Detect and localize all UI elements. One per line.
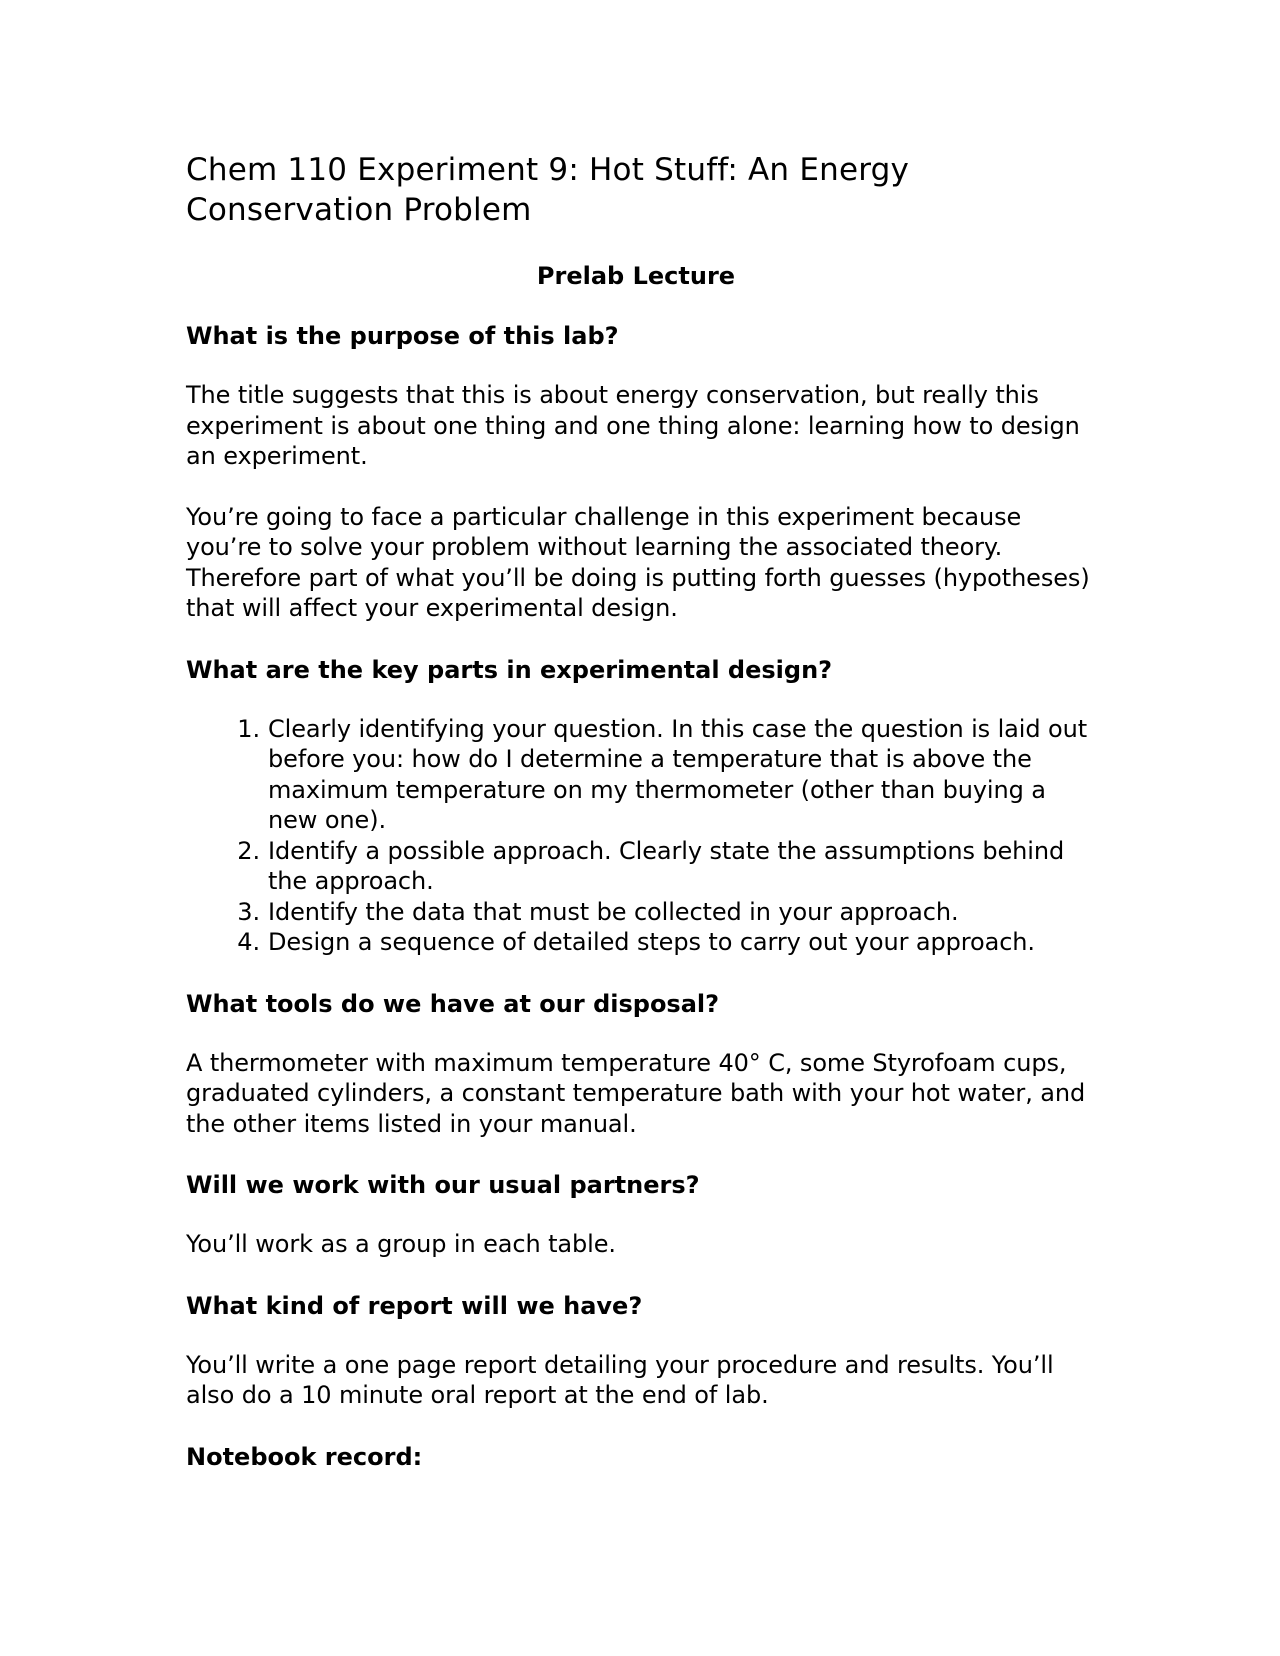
- list-item: [186, 897, 1096, 928]
- list-item-number: 2.: [237, 836, 260, 865]
- list-item: [186, 714, 1096, 836]
- list-item-text: Identify a possible approach. Clearly state the assumptions behind the approach.: [268, 836, 1065, 895]
- tools-paragraph: A thermometer with maximum temperature 40° C, some Styrofoam cups, graduated cylinders, a constant temperature bath with your hot water, and the other items listed in your manual.: [186, 1048, 1086, 1138]
- purpose-paragraph-2: You’re going to face a particular challenge in this experiment because you’re to solve your problem without learning the associated theory. Therefore part of what you’ll be doing is putting forth guesses (hypotheses) that will affect your experimental design.: [186, 502, 1090, 622]
- design-steps-list: [186, 714, 1096, 958]
- list-item-number: 4.: [237, 928, 260, 956]
- document-subtitle: Prelab Lecture: [536, 262, 736, 290]
- notebook-heading: Notebook record:: [186, 1442, 423, 1471]
- list-item-number: 3.: [237, 897, 260, 926]
- purpose-heading: What is the purpose of this lab?: [186, 322, 619, 350]
- list-item: [186, 927, 1096, 958]
- list-item-text: Clearly identifying your question. In this case the question is laid out before you: how do I determine a temperature that is above the maximum temperature on my thermometer (other than buying a new one).: [268, 714, 1088, 834]
- document-title: Chem 110 Experiment 9: Hot Stuff: An Energy Conservation Problem: [186, 152, 910, 228]
- tools-heading: What tools do we have at our disposal?: [186, 989, 720, 1018]
- design-heading: What are the key parts in experimental design?: [186, 655, 833, 684]
- purpose-paragraph-1: The title suggests that this is about energy conservation, but really this experiment is about one thing and one thing alone: learning how to design an experiment.: [186, 381, 1080, 470]
- report-paragraph: You’ll write a one page report detailing your procedure and results. You’ll also do a 10 minute oral report at the end of lab.: [186, 1350, 1054, 1409]
- list-item-text: Design a sequence of detailed steps to carry out your approach.: [268, 928, 1035, 956]
- report-heading: What kind of report will we have?: [186, 1291, 643, 1320]
- list-item-number: 1.: [237, 714, 260, 743]
- list-item: [186, 836, 1096, 897]
- document-page: [186, 150, 1096, 1501]
- list-item-text: Identify the data that must be collected in your approach.: [268, 897, 959, 926]
- partners-paragraph: You’ll work as a group in each table.: [186, 1230, 616, 1258]
- partners-heading: Will we work with our usual partners?: [186, 1171, 700, 1199]
